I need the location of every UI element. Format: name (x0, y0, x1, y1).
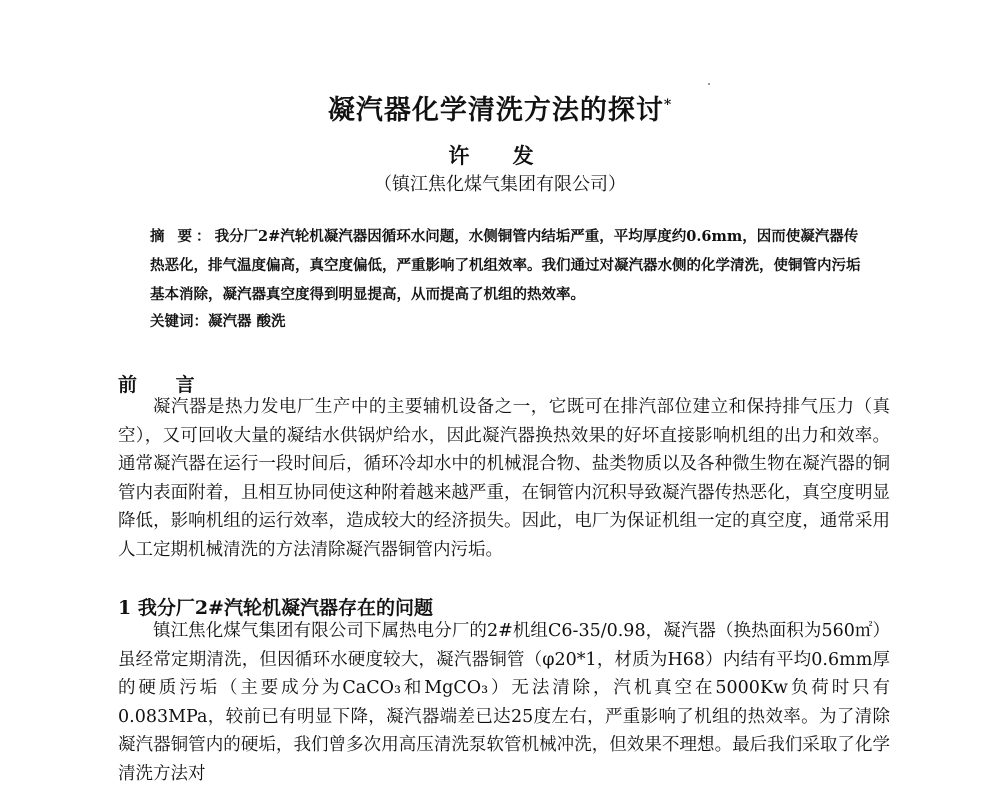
author-affiliation: （镇江焦化煤气集团有限公司） (374, 174, 626, 195)
section-paragraph-1: 镇江焦化煤气集团有限公司下属热电分厂的2#机组C6-35/0.98，凝汽器（换热面积为560㎡）虽经常定期清洗，但因循环水硬度较大，凝汽器铜管（φ20*1，材质为H68）内结有平均0.6mm厚的硬质污垢（主要成分为CaCO₃和MgCO₃）无法清除，汽机真空在5000Kw负荷时只有0.083MPa，较前已有明显下降，凝汽器端差已达25度左右，严重影响了机组的热效率。为了清除凝汽器铜管内的硬垢，我们曾多次用高压清洗泵软管机械冲洗，但效果不理想。最后我们采取了化学清洗方法对 (118, 621, 890, 784)
scan-speck (708, 83, 710, 85)
keywords-text: 凝汽器 酸洗 (208, 313, 286, 330)
abstract (150, 222, 865, 309)
section-heading-intro: 前 言 (118, 374, 211, 396)
section-heading-1: 1 我分厂2#汽轮机凝汽器存在的问题 (118, 597, 433, 619)
keywords-label: 关键词： (150, 313, 208, 330)
paper-title-text: 凝汽器化学清洗方法的探讨 (327, 95, 664, 126)
abstract-label: 摘 要： (150, 228, 215, 245)
abstract-text: 我分厂2#汽轮机凝汽器因循环水问题，水侧铜管内结垢严重，平均厚度约0.6mm，因而使凝汽器传热恶化，排气温度偏高，真空度偏低，严重影响了机组效率。我们通过对凝汽器水侧的化学清洗，使铜管内污垢基本消除，凝汽器真空度得到明显提高，从而提高了机组的热效率。 (150, 228, 861, 303)
title-footnote-mark: * (663, 97, 673, 113)
paper-title (0, 88, 1000, 127)
section-paragraph-intro: 凝汽器是热力发电厂生产中的主要辅机设备之一，它既可在排汽部位建立和保持排气压力（真空），又可回收大量的凝结水供锅炉给水，因此凝汽器换热效果的好坏直接影响机组的出力和效率。通常凝汽器在运行一段时间后，循环冷却水中的机械混合物、盐类物质以及各种微生物在凝汽器的铜管内表面附着，且相互协同使这种附着越来越严重，在铜管内沉积导致凝汽器传热恶化，真空度明显降低，影响机组的运行效率，造成较大的经济损失。因此，电厂为保证机组一定的真空度，通常采用人工定期机械清洗的方法清除凝汽器铜管内污垢。 (118, 397, 890, 560)
author-name: 许 发 (448, 143, 552, 168)
keywords (150, 310, 286, 331)
